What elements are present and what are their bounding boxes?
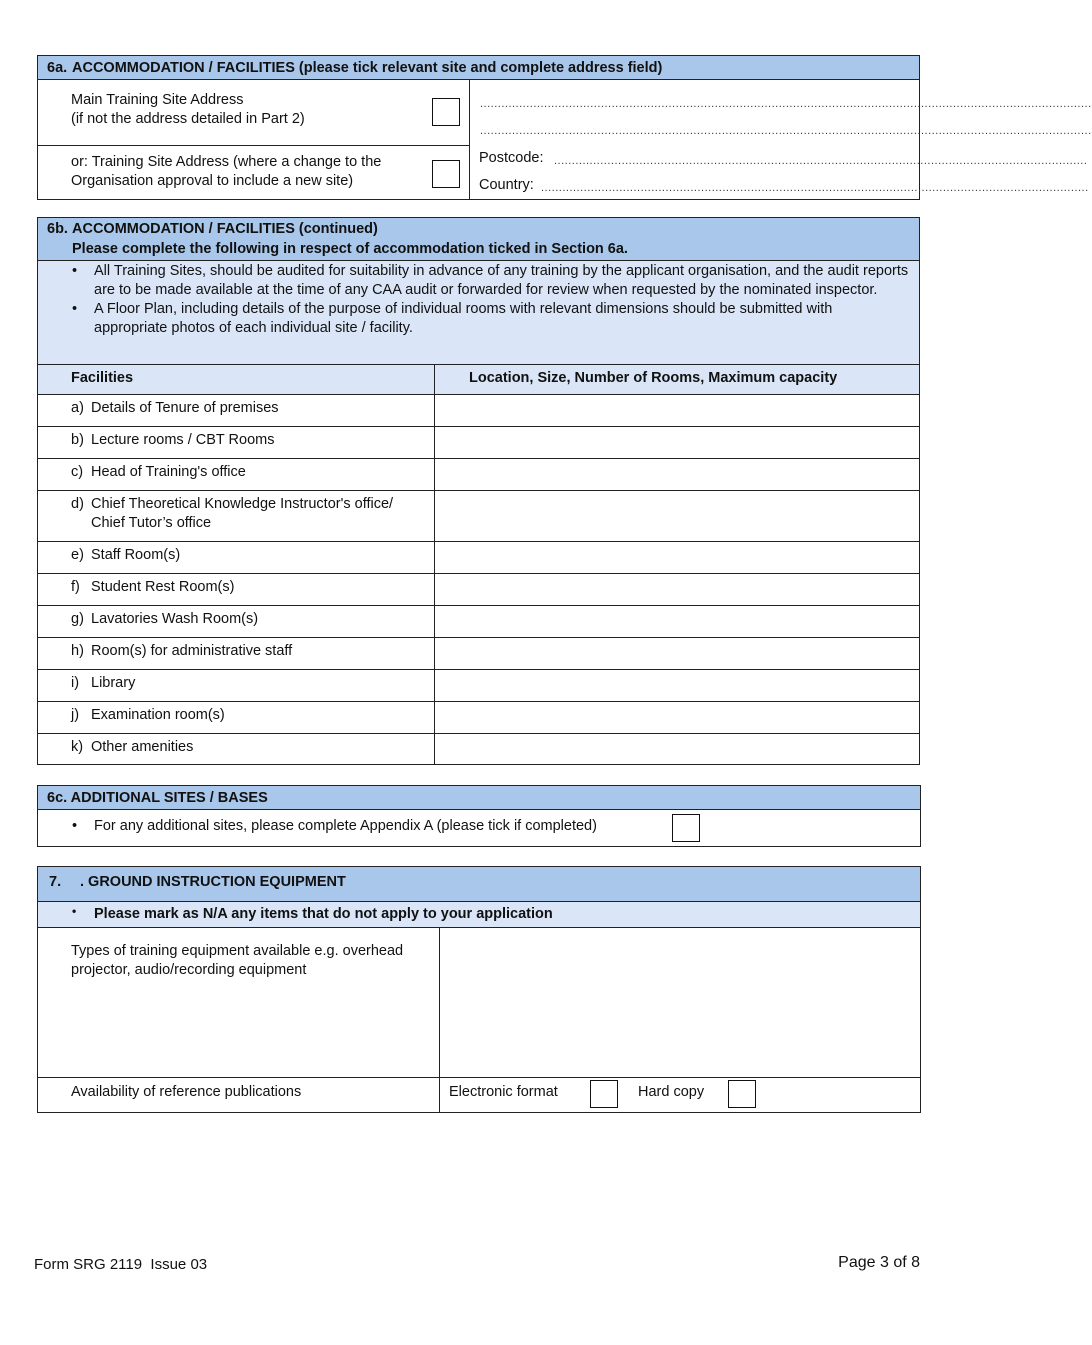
facilities-table [38, 395, 919, 765]
section-6b-title: ACCOMMODATION / FACILITIES (continued) [72, 221, 378, 237]
section-6a-title: ACCOMMODATION / FACILITIES (please tick relevant site and complete address field) [72, 60, 663, 76]
hard-copy-label: Hard copy [638, 1084, 705, 1100]
facility-label: Head of Training's office [91, 464, 246, 480]
address-line-1[interactable]: ............................................................................................................................................................................ [480, 98, 1092, 110]
facility-details-input[interactable] [434, 702, 919, 733]
row-letter: i) [71, 675, 80, 691]
facility-row [38, 734, 919, 765]
section-7-title: . GROUND INSTRUCTION EQUIPMENT [80, 874, 346, 890]
equipment-details-input[interactable] [439, 928, 920, 1077]
facility-label: Lavatories Wash Room(s) [91, 611, 259, 627]
section-7-header [38, 867, 920, 902]
row-letter: b) [71, 432, 84, 448]
address-line-2[interactable]: ............................................................................................................................................................................ [480, 125, 1092, 137]
section-6b-header [38, 218, 919, 261]
section-6b-number: 6b. [47, 221, 68, 237]
section-7 [37, 866, 921, 1113]
facility-details-input[interactable] [434, 670, 919, 701]
bullet: • [72, 904, 77, 918]
facility-row [38, 395, 919, 427]
facilities-column-header [38, 365, 919, 395]
row-letter: e) [71, 547, 84, 563]
reference-label: Availability of reference publications [71, 1084, 302, 1100]
facility-details-input[interactable] [434, 491, 919, 541]
note-floor-plan: • A Floor Plan, including details of the purpose of individual rooms with relevant dimensions should be submitted with appropriate photos of each individual site / facility. [38, 300, 919, 338]
form-id: Form SRG 2119 Issue 03 [34, 1256, 208, 1273]
equipment-label-cont: projector, audio/recording equipment [71, 962, 307, 978]
country-label: Country: [479, 177, 534, 193]
row-letter: g) [71, 611, 84, 627]
equipment-row [38, 928, 920, 1078]
electronic-format-label: Electronic format [449, 1084, 558, 1100]
section-7-number: 7. [49, 874, 62, 890]
section-6a [37, 55, 1092, 200]
equipment-label: Types of training equipment available e.g. overhead [71, 943, 404, 959]
appendix-a-checkbox[interactable] [672, 814, 700, 842]
address-field[interactable] [469, 80, 1092, 199]
row-letter: d) [71, 496, 84, 512]
row-letter: j) [71, 707, 80, 723]
facility-row [38, 427, 919, 459]
row-letter: k) [71, 739, 84, 755]
facility-row [38, 491, 919, 542]
facility-label: Examination room(s) [91, 707, 225, 723]
na-note: Please mark as N/A any items that do not apply to your application [94, 906, 553, 922]
page-number: Page 3 of 8 [838, 1254, 920, 1271]
facility-details-input[interactable] [434, 395, 919, 426]
electronic-format-checkbox[interactable] [590, 1080, 618, 1108]
facility-label: Student Rest Room(s) [91, 579, 235, 595]
country-field[interactable]: .......................................................................................................................................................... [541, 182, 1089, 194]
section-7-note-bar [38, 902, 920, 928]
facility-label: Chief Theoretical Knowledge Instructor's office/ [91, 496, 394, 512]
bullet: • [72, 818, 78, 834]
facility-row [38, 542, 919, 574]
col-facilities: Facilities [71, 370, 134, 386]
facility-details-input[interactable] [434, 574, 919, 605]
facility-details-input[interactable] [434, 734, 919, 765]
facility-row [38, 459, 919, 491]
row-letter: c) [71, 464, 84, 480]
main-site-sublabel: (if not the address detailed in Part 2) [71, 111, 305, 127]
postcode-field[interactable]: ...................................................................................................................................................... [554, 155, 1088, 167]
main-site-row [38, 80, 469, 146]
facility-label: Library [91, 675, 136, 691]
note-audit: • All Training Sites, should be audited for suitability in advance of any training by the applicant organisation, and the audit reports are to be made available at the time of any CAA audit or forwarded for review when requested by the nominated inspector. [38, 262, 919, 300]
col-location: Location, Size, Number of Rooms, Maximum capacity [469, 370, 838, 386]
facility-row [38, 702, 919, 734]
section-6a-header [38, 56, 919, 80]
facility-label: Lecture rooms / CBT Rooms [91, 432, 275, 448]
alt-site-sublabel: Organisation approval to include a new site) [71, 173, 354, 189]
facility-row [38, 606, 919, 638]
facility-label-cont: Chief Tutor’s office [91, 515, 212, 531]
facility-row [38, 574, 919, 606]
section-6b [37, 217, 920, 765]
section-6c-header [38, 786, 920, 810]
postcode-label: Postcode: [479, 150, 544, 166]
facility-details-input[interactable] [434, 606, 919, 637]
alt-site-checkbox[interactable] [432, 160, 460, 188]
alt-site-row [38, 146, 469, 200]
facility-label: Room(s) for administrative staff [91, 643, 293, 659]
alt-site-label: or: Training Site Address (where a change to the [71, 154, 382, 170]
main-site-label: Main Training Site Address [71, 92, 244, 108]
hard-copy-checkbox[interactable] [728, 1080, 756, 1108]
facility-label: Other amenities [91, 739, 194, 755]
row-letter: h) [71, 643, 84, 659]
appendix-a-note: For any additional sites, please complete Appendix A (please tick if completed) [94, 818, 597, 834]
reference-row [38, 1078, 920, 1112]
facility-row [38, 638, 919, 670]
section-6c [37, 785, 921, 847]
facility-details-input[interactable] [434, 638, 919, 669]
section-6b-subtitle: Please complete the following in respect of accommodation ticked in Section 6a. [72, 241, 628, 257]
section-6b-notes [38, 261, 919, 365]
facility-details-input[interactable] [434, 542, 919, 573]
section-6a-number: 6a. [47, 60, 68, 76]
main-site-checkbox[interactable] [432, 98, 460, 126]
row-letter: f) [71, 579, 80, 595]
facility-label: Details of Tenure of premises [91, 400, 279, 416]
section-6c-title: 6c. ADDITIONAL SITES / BASES [47, 790, 268, 806]
facility-details-input[interactable] [434, 459, 919, 490]
facility-details-input[interactable] [434, 427, 919, 458]
facility-row [38, 670, 919, 702]
row-letter: a) [71, 400, 84, 416]
facility-label: Staff Room(s) [91, 547, 181, 563]
